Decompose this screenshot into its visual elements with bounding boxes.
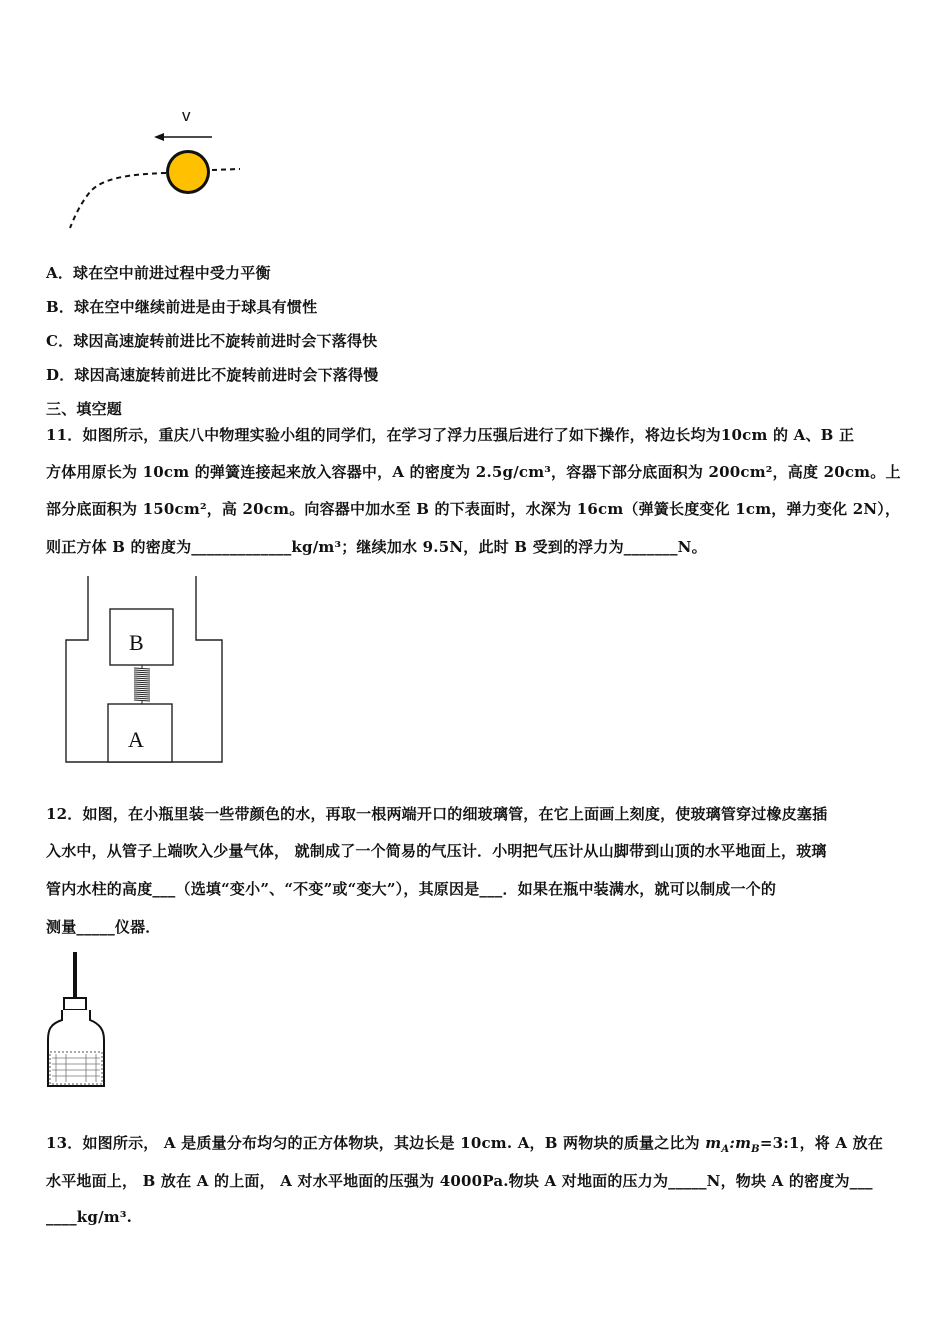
- q13-line-2: 水平地面上， B 放在 A 的上面， A 对水平地面的压强为 4000Pa.物块 A 对地面的压力为_____N，物块 A 的密度为___: [46, 1172, 873, 1190]
- velocity-label: v: [182, 106, 191, 125]
- option-c: C．球因高速旋转前进比不旋转前进时会下落得快: [46, 332, 378, 350]
- velocity-arrowhead: [154, 133, 164, 141]
- ratio-sub-a: A: [721, 1144, 730, 1155]
- trajectory-path-back: [70, 173, 166, 228]
- ratio-colon: :: [729, 1134, 736, 1152]
- ball-fill: [169, 153, 207, 191]
- q13-line-1-text-a: 13．如图所示， A 是质量分布均匀的正方体物块，其边长是 10cm. A，B 两物块的质量之比为: [46, 1134, 706, 1152]
- q13-line-1: [46, 1132, 883, 1155]
- q11-line-4: 则正方体 B 的密度为_____________kg/m³；继续加水 9.5N，此时 B 受到的浮力为_______N。: [46, 538, 707, 556]
- q11-line-3: 部分底面积为 150cm²，高 20cm。向容器中加水至 B 的下表面时，水深为 16cm（弹簧长度变化 1cm，弹力变化 2N），: [46, 500, 901, 518]
- option-d: D．球因高速旋转前进比不旋转前进时会下落得慢: [46, 366, 379, 384]
- block-b-label: B: [129, 630, 144, 655]
- section-title: 三、填空题: [46, 400, 123, 418]
- ratio-m-a: m: [705, 1134, 722, 1152]
- q12-line-2: 入水中，从管子上端吹入少量气体， 就制成了一个简易的气压计．小明把气压计从山脚带到山顶的水平地面上，玻璃: [46, 842, 827, 860]
- q12-line-1: 12．如图，在小瓶里装一些带颜色的水，再取一根两端开口的细玻璃管，在它上面画上刻度，使玻璃管穿过橡皮塞插: [46, 805, 828, 823]
- trajectory-path-front: [212, 169, 240, 170]
- barometer-bottle-figure: [42, 950, 112, 1092]
- q11-line-2: 方体用原长为 10cm 的弹簧连接起来放入容器中，A 的密度为 2.5g/cm³，容器下部分底面积为 200cm²，高度 20cm。上: [46, 463, 901, 481]
- rubber-stopper: [64, 998, 86, 1010]
- ratio-m-b: m: [735, 1134, 752, 1152]
- q13-line-1-text-b: =3:1，将 A 放在: [759, 1134, 884, 1152]
- option-b: B．球在空中继续前进是由于球具有惯性: [46, 298, 318, 316]
- spring: [134, 665, 150, 704]
- q13-line-3: ____kg/m³.: [46, 1208, 133, 1226]
- q12-line-4: 测量_____仪器．: [46, 918, 161, 936]
- ball-trajectory-figure: [60, 100, 260, 235]
- block-a-label: A: [128, 727, 144, 752]
- q12-line-3: 管内水柱的高度___（选填“变小”、“不变”或“变大”），其原因是___．如果在瓶中装满水，就可以制成一个的: [46, 880, 777, 898]
- q11-line-1: 11．如图所示，重庆八中物理实验小组的同学们，在学习了浮力压强后进行了如下操作，将边长均为10cm 的 A、B 正: [46, 426, 855, 444]
- option-a: A．球在空中前进过程中受力平衡: [46, 264, 271, 282]
- container-figure: [62, 574, 230, 766]
- ratio-sub-b: B: [751, 1144, 760, 1155]
